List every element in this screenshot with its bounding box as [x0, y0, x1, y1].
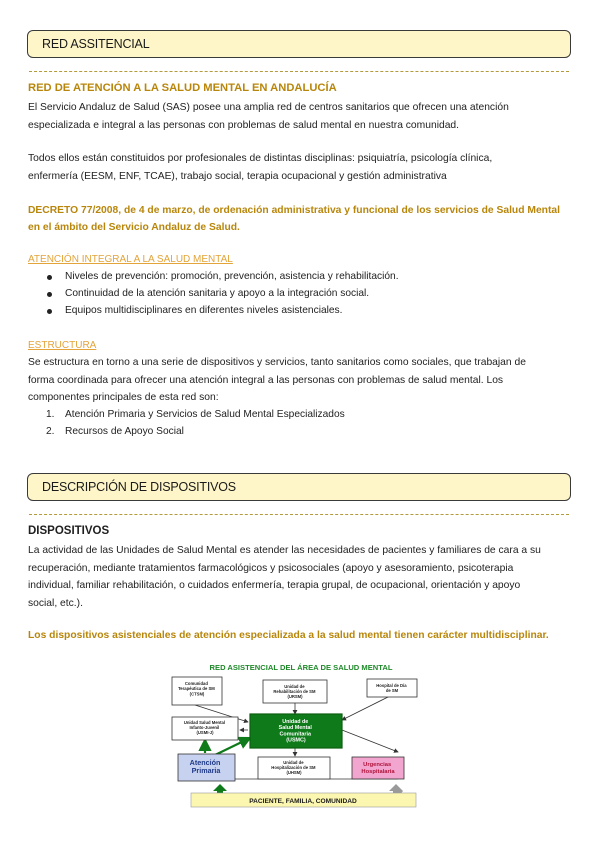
estructura-line: forma coordinada para ofrecer una atención integral a las personas con problemas de salud mental. Los	[28, 374, 504, 386]
section-title: RED DE ATENCIÓN A LA SALUD MENTAL EN ANDALUCÍA	[28, 82, 337, 94]
box-label-line: Hospitalaria	[361, 768, 395, 775]
box-label-line: Unidad de	[284, 684, 305, 689]
prof-line: Todos ellos están constituidos por profesionales de distintas disciplinas: psiquiatría, psicología clínica,	[28, 153, 493, 164]
box-label-line: Comunitaria	[279, 731, 311, 738]
dashed-divider	[29, 514, 569, 515]
box-label-line: Primaria	[191, 766, 221, 775]
list-item: Continuidad de la atención sanitaria y apoyo a la integración social.	[28, 285, 399, 302]
box-label-line: Salud Mental	[278, 725, 312, 732]
section-header-descripcion	[27, 473, 571, 501]
decreto-line: DECRETO 77/2008, de 4 de marzo, de ordenación administrativa y funcional de los servicios de Salud Mental	[28, 205, 560, 216]
box-label-line: de SM	[385, 688, 399, 693]
desc-line: La actividad de las Unidades de Salud Mental es atender las necesidades de pacientes y familiares de cara a su	[28, 545, 541, 556]
box-label-line: Unidad de	[282, 719, 309, 725]
estructura-heading: ESTRUCTURA	[28, 340, 97, 351]
desc-line: social, etc.).	[28, 597, 83, 609]
box-label-line: Hospital de Día	[376, 683, 407, 688]
box-label-line: Atención	[189, 758, 221, 767]
intro-line: especializada e integral a las personas con problemas de salud mental en nuestra comunidad.	[28, 119, 460, 131]
box-label	[190, 758, 223, 775]
red-asistencial-diagram	[170, 660, 432, 810]
list-item: Equipos multidisciplinares en diferentes niveles asistenciales.	[28, 302, 399, 319]
list-item	[28, 423, 345, 440]
intro-line: El Servicio Andaluz de Salud (SAS) posee una amplia red de centros sanitarios que ofrecen una atención	[28, 102, 509, 113]
list-item	[28, 406, 345, 423]
diagram-title: RED ASISTENCIAL DEL ÁREA DE SALUD MENTAL	[209, 663, 393, 672]
desc-line: individual, familiar rehabilitación, o cuidados enfermería, terapia grupal, de ocupacional, orientación y apoyo	[28, 580, 521, 591]
box-label-line: (UHSM)	[286, 770, 302, 775]
box-label-line: (URSM)	[287, 694, 303, 699]
list-text: Recursos de Apoyo Social	[65, 426, 184, 437]
box-label-line: Rehabilitación de SM	[273, 689, 316, 694]
estructura-line: componentes principales de esta red son:	[28, 392, 219, 403]
box-label-line: Infanto-Juvenil	[189, 725, 220, 730]
estructura-paragraph	[28, 354, 576, 407]
atencion-list	[28, 268, 399, 319]
multidisciplinar-line: Los dispositivos asistenciales de atención especializada a la salud mental tienen carácter multidisciplinar.	[28, 630, 549, 641]
box-label-line: Unidad de	[283, 760, 304, 765]
list-number: 1.	[46, 409, 55, 420]
dispositivos-title: DISPOSITIVOS	[28, 525, 110, 537]
box-label-line: (USMC)	[286, 737, 306, 744]
list-item: Niveles de prevención: promoción, prevención, asistencia y rehabilitación.	[28, 268, 399, 285]
box-label-line: (USMI-J)	[196, 730, 214, 735]
decreto-line: en el ámbito del Servicio Andaluz de Salud.	[28, 222, 240, 233]
professionals-paragraph	[28, 150, 576, 185]
dispositivos-paragraph	[28, 542, 576, 612]
section-header-label: RED ASSITENCIAL	[42, 37, 150, 51]
list-text: Atención Primaria y Servicios de Salud Mental Especializados	[65, 409, 345, 420]
box-label-line: Hospitalización de SM	[271, 765, 316, 770]
box-label-line: Urgencias	[363, 762, 392, 768]
box-label-line: Unidad Salud Mental	[183, 720, 226, 725]
base-label: PACIENTE, FAMILIA, COMUNIDAD	[249, 798, 357, 805]
section-header-red-asistencial	[27, 30, 571, 58]
connector-line	[342, 695, 392, 720]
intro-paragraph	[28, 99, 576, 134]
arrow-green	[215, 738, 250, 755]
estructura-line: Se estructura en torno a una serie de dispositivos y servicios, tanto sanitarios como sociales, que trabajan de	[28, 357, 526, 368]
box-label-line: Terapéutica de SM	[178, 686, 215, 692]
section-header-label: DESCRIPCIÓN DE DISPOSITIVOS	[42, 480, 236, 494]
connector-line	[342, 730, 398, 752]
dashed-divider	[29, 71, 569, 72]
desc-line: recuperación, mediante tratamientos farmacológicos y psicosociales (apoyo y asesoramiento, psicoterapia	[28, 562, 514, 574]
box-label-line: Comunidad	[184, 681, 208, 686]
prof-line: enfermería (EESM, ENF, TCAE), trabajo social, terapia ocupacional y gestión administrativa	[28, 170, 447, 182]
decreto-paragraph	[28, 202, 576, 236]
box-label	[361, 762, 395, 775]
estructura-list	[28, 406, 345, 440]
list-number: 2.	[46, 426, 55, 437]
atencion-heading: ATENCIÓN INTEGRAL A LA SALUD MENTAL	[28, 254, 233, 265]
box-label-line: (CTSM)	[189, 691, 205, 697]
